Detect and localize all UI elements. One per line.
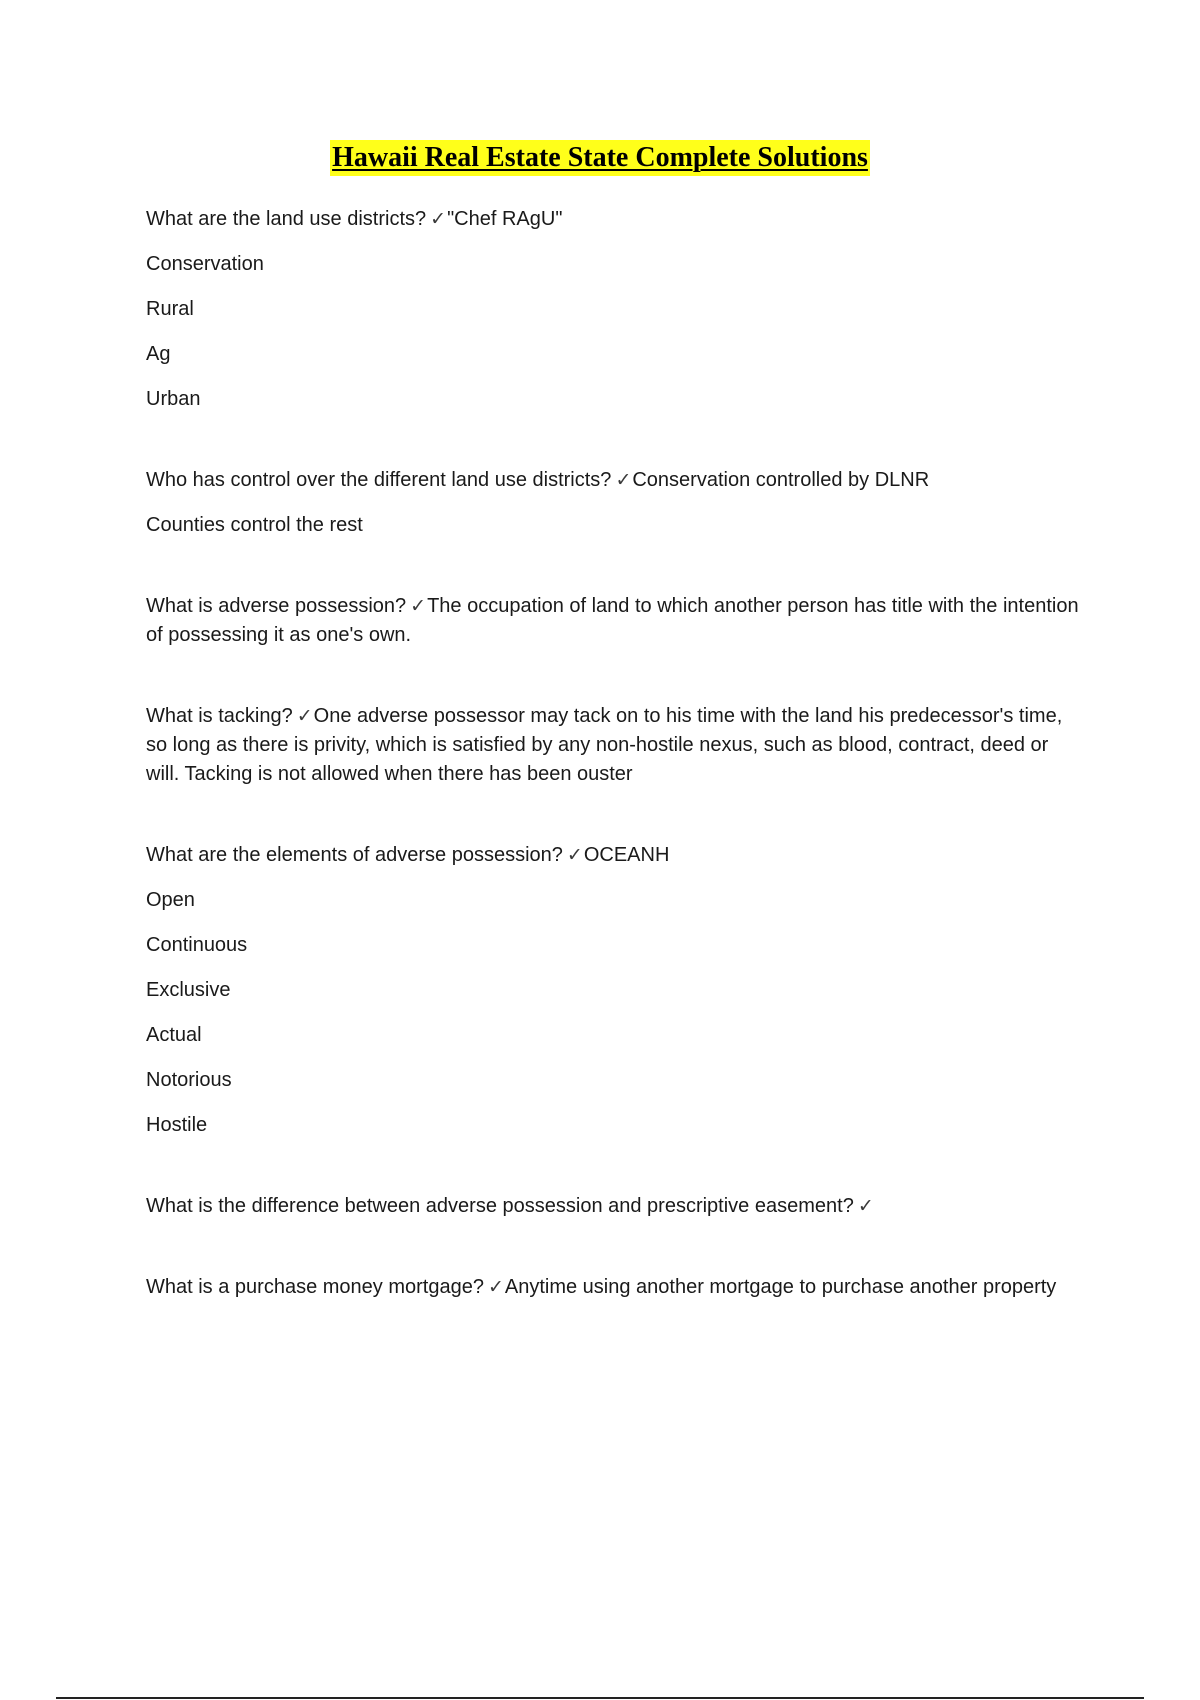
qa-block xyxy=(146,702,1086,789)
question-text: What are the elements of adverse possession? xyxy=(146,844,563,866)
answer-text: Anytime using another mortgage to purchase another property xyxy=(504,1276,1057,1298)
footer-divider xyxy=(56,1697,1144,1699)
answer-item: Ag xyxy=(146,343,171,365)
question-text: What is a purchase money mortgage? xyxy=(146,1276,484,1298)
qa-line xyxy=(146,205,1086,234)
answer-item: Continuous xyxy=(146,934,248,956)
check-mark-icon: ✓ xyxy=(487,1276,504,1298)
answer-text: OCEANH xyxy=(583,844,670,866)
answer-text: One adverse possessor may tack on to his time with the land his predecessor's time, so long as there is privity, which is satisfied by any non-hostile nexus, such as blood, contract, deed or will. Tacking is not allowed when there has been ouster xyxy=(146,705,1063,785)
qa-block xyxy=(146,205,1086,414)
answer-item: Open xyxy=(146,889,195,911)
qa-line xyxy=(146,1273,1086,1302)
qa-block xyxy=(146,592,1086,650)
question-text: What is the difference between adverse possession and prescriptive easement? xyxy=(146,1195,854,1217)
answer-item: Actual xyxy=(146,1024,202,1046)
answer-item: Conservation xyxy=(146,253,264,275)
answer-text: Conservation controlled by DLNR xyxy=(632,469,930,491)
question-text: Who has control over the different land use districts? xyxy=(146,469,612,491)
question-text: What is tacking? xyxy=(146,705,293,727)
check-mark-icon: ✓ xyxy=(296,705,313,727)
answer-text: The occupation of land to which another person has title with the intention of possessing it as one's own. xyxy=(146,595,1079,646)
qa-line xyxy=(146,702,1086,789)
qa-line xyxy=(146,1192,1086,1221)
qa-line xyxy=(146,841,1086,870)
qa-line xyxy=(146,592,1086,650)
check-mark-icon: ✓ xyxy=(857,1195,874,1217)
qa-block xyxy=(146,1273,1086,1302)
qa-line xyxy=(146,466,1086,495)
answer-item: Notorious xyxy=(146,1069,232,1091)
page-title: Hawaii Real Estate State Complete Solutions xyxy=(330,140,870,176)
check-mark-icon: ✓ xyxy=(430,208,447,230)
answer-item: Rural xyxy=(146,298,194,320)
check-mark-icon: ✓ xyxy=(410,595,427,617)
answer-item: Hostile xyxy=(146,1114,208,1136)
check-mark-icon: ✓ xyxy=(566,844,583,866)
answer-item: Counties control the rest xyxy=(146,514,363,536)
qa-block xyxy=(146,841,1086,1140)
qa-block xyxy=(146,466,1086,540)
question-text: What are the land use districts? xyxy=(146,208,427,230)
answer-item: Exclusive xyxy=(146,979,231,1001)
check-mark-icon: ✓ xyxy=(615,469,632,491)
qa-block xyxy=(146,1192,1086,1221)
answer-item: Urban xyxy=(146,388,201,410)
answer-text: "Chef RAgU" xyxy=(447,208,563,230)
question-text: What is adverse possession? xyxy=(146,595,407,617)
document-body xyxy=(146,205,1086,1354)
title-container xyxy=(0,140,1200,176)
